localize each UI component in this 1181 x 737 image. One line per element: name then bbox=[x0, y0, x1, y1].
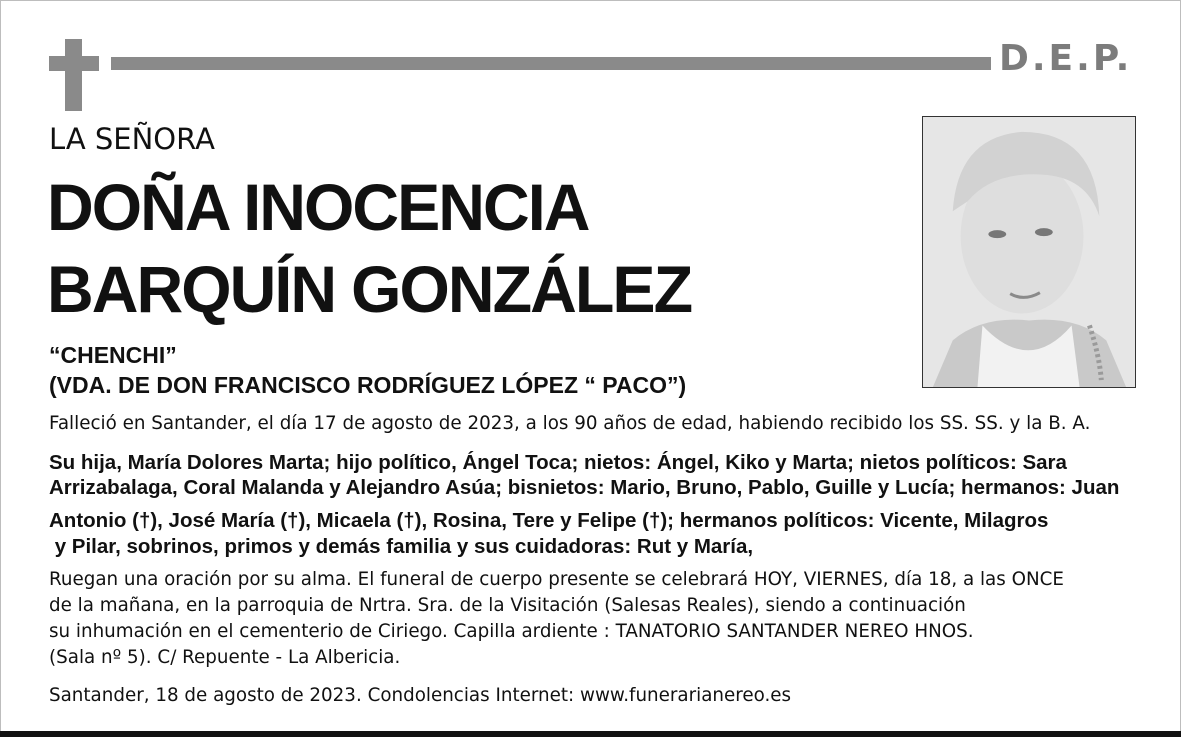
deceased-name-line2: BARQUÍN GONZÁLEZ bbox=[47, 252, 692, 326]
funeral-line: Ruegan una oración por su alma. El funeral de cuerpo presente se celebrará HOY, VIERNES, día 18, a las ONCE bbox=[49, 569, 1064, 590]
nickname: “CHENCHI” bbox=[49, 342, 177, 368]
widow-of: (VDA. DE DON FRANCISCO RODRÍGUEZ LÓPEZ “ PACO”) bbox=[49, 372, 687, 398]
header-rule bbox=[111, 57, 991, 70]
death-notice: Falleció en Santander, el día 17 de agosto de 2023, a los 90 años de edad, habiendo recibido los SS. SS. y la B. A. bbox=[49, 413, 1091, 434]
dep-label: D.E.P. bbox=[999, 38, 1133, 79]
family-line: Arrizabalaga, Coral Malanda y Alejandro Asúa; bisnietos: Mario, Bruno, Pablo, Guille y Lucía; hermanos: Juan bbox=[49, 476, 1120, 499]
cross-icon bbox=[49, 39, 99, 111]
funeral-line: de la mañana, en la parroquia de Nrtra. Sra. de la Visitación (Salesas Reales), siendo a continuación bbox=[49, 595, 966, 616]
deceased-name-line1: DOÑA INOCENCIA bbox=[47, 170, 589, 244]
family-line: Su hija, María Dolores Marta; hijo político, Ángel Toca; nietos: Ángel, Kiko y Marta; nietos políticos: Sara bbox=[49, 451, 1067, 474]
bottom-bar bbox=[0, 731, 1181, 737]
funeral-line: (Sala nº 5). C/ Repuente - La Albericia. bbox=[49, 647, 401, 668]
salutation: LA SEÑORA bbox=[49, 122, 215, 156]
family-line: Antonio (†), José María (†), Micaela (†), Rosina, Tere y Felipe (†); hermanos políticos: Vicente, Milagros bbox=[49, 509, 1049, 532]
portrait-photo bbox=[922, 116, 1136, 388]
closing-line: Santander, 18 de agosto de 2023. Condolencias Internet: www.funerarianereo.es bbox=[49, 685, 792, 706]
family-line: y Pilar, sobrinos, primos y demás familia y sus cuidadoras: Rut y María, bbox=[49, 535, 754, 558]
funeral-line: su inhumación en el cementerio de Ciriego. Capilla ardiente : TANATORIO SANTANDER NEREO HNOS. bbox=[49, 621, 974, 642]
